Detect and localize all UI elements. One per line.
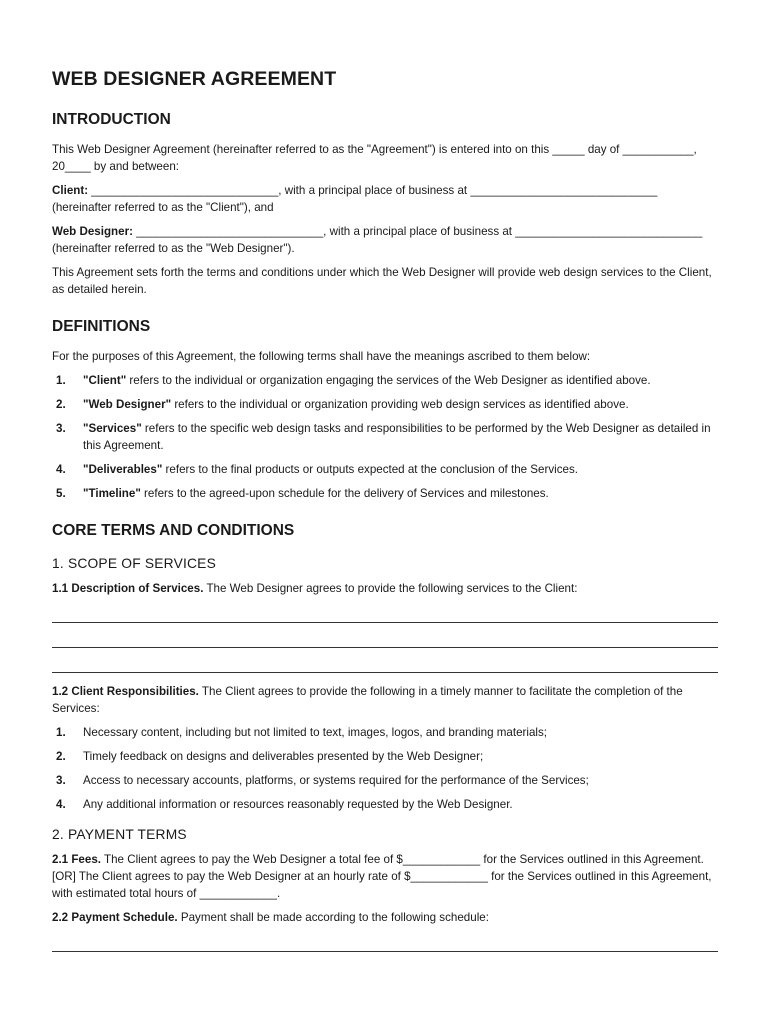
definitions-intro: For the purposes of this Agreement, the following terms shall have the meanings ascribed to them below: — [52, 350, 591, 363]
client-party — [52, 182, 718, 216]
client-responsibilities: 1.2 Client Responsibilities. The Client agrees to provide the following in a timely manner to facilitate the completion of the Services: — [52, 685, 683, 715]
client-text: _____________________________, with a principal place of business at _____________________________ (hereinafter referred to as the "Client"), and — [52, 184, 658, 214]
list-item: 1. Necessary content, including but not limited to text, images, logos, and branding materials; — [56, 726, 547, 739]
introduction-closing: This Agreement sets forth the terms and conditions under which the Web Designer will provide web design services to the Client, as detailed herein. — [52, 266, 712, 296]
scope-description: 1.1 Description of Services. The Web Designer agrees to provide the following services to the Client: — [52, 582, 578, 595]
list-item: 5. "Timeline" refers to the agreed-upon schedule for the delivery of Services and milestones. — [56, 487, 549, 500]
responsibilities-list — [52, 724, 718, 813]
fill-in-line[interactable] — [52, 933, 718, 952]
introduction-heading: INTRODUCTION — [52, 111, 171, 128]
payment-fees: 2.1 Fees. The Client agrees to pay the Web Designer a total fee of $____________ for the Services outlined in this Agreement. [OR] The Client agrees to pay the Web Designer at an hourly rate of $____________ for the Services outlined in this Agreement, with estimated total hours of ____________. — [52, 853, 712, 900]
fill-in-line[interactable] — [52, 623, 718, 648]
fill-in-line[interactable] — [52, 604, 718, 623]
document-title: WEB DESIGNER AGREEMENT — [52, 68, 337, 90]
payment-schedule: 2.2 Payment Schedule. Payment shall be made according to the following schedule: — [52, 911, 489, 924]
core-terms-heading: CORE TERMS AND CONDITIONS — [52, 522, 295, 539]
list-item: 3. Access to necessary accounts, platforms, or systems required for the performance of the Services; — [56, 774, 589, 787]
fill-in-lines — [52, 604, 718, 673]
list-item: 4. "Deliverables" refers to the final products or outputs expected at the conclusion of the Services. — [56, 463, 578, 476]
definitions-heading: DEFINITIONS — [52, 318, 151, 335]
definitions-list — [52, 372, 718, 502]
list-item: 1. "Client" refers to the individual or organization engaging the services of the Web Designer as identified above. — [56, 374, 651, 387]
designer-text: _____________________________, with a principal place of business at _____________________________ (hereinafter referred to as the "Web Designer"). — [52, 225, 703, 255]
designer-party — [52, 223, 718, 257]
list-item: 2. Timely feedback on designs and deliverables presented by the Web Designer; — [56, 750, 484, 763]
designer-label: Web Designer: — [52, 225, 133, 238]
fill-in-line[interactable] — [52, 648, 718, 673]
list-item: 4. Any additional information or resources reasonably requested by the Web Designer. — [56, 798, 513, 811]
payment-heading: 2. PAYMENT TERMS — [52, 827, 187, 842]
scope-heading: 1. SCOPE OF SERVICES — [52, 556, 216, 571]
list-item: 2. "Web Designer" refers to the individual or organization providing web design services as identified above. — [56, 398, 629, 411]
introduction-opening: This Web Designer Agreement (hereinafter referred to as the "Agreement") is entered into on this _____ day of ___________, 20____ by and between: — [52, 143, 697, 173]
client-label: Client: — [52, 184, 89, 197]
list-item: 3. "Services" refers to the specific web design tasks and responsibilities to be performed by the Web Designer as detailed in this Agreement. — [56, 422, 711, 452]
